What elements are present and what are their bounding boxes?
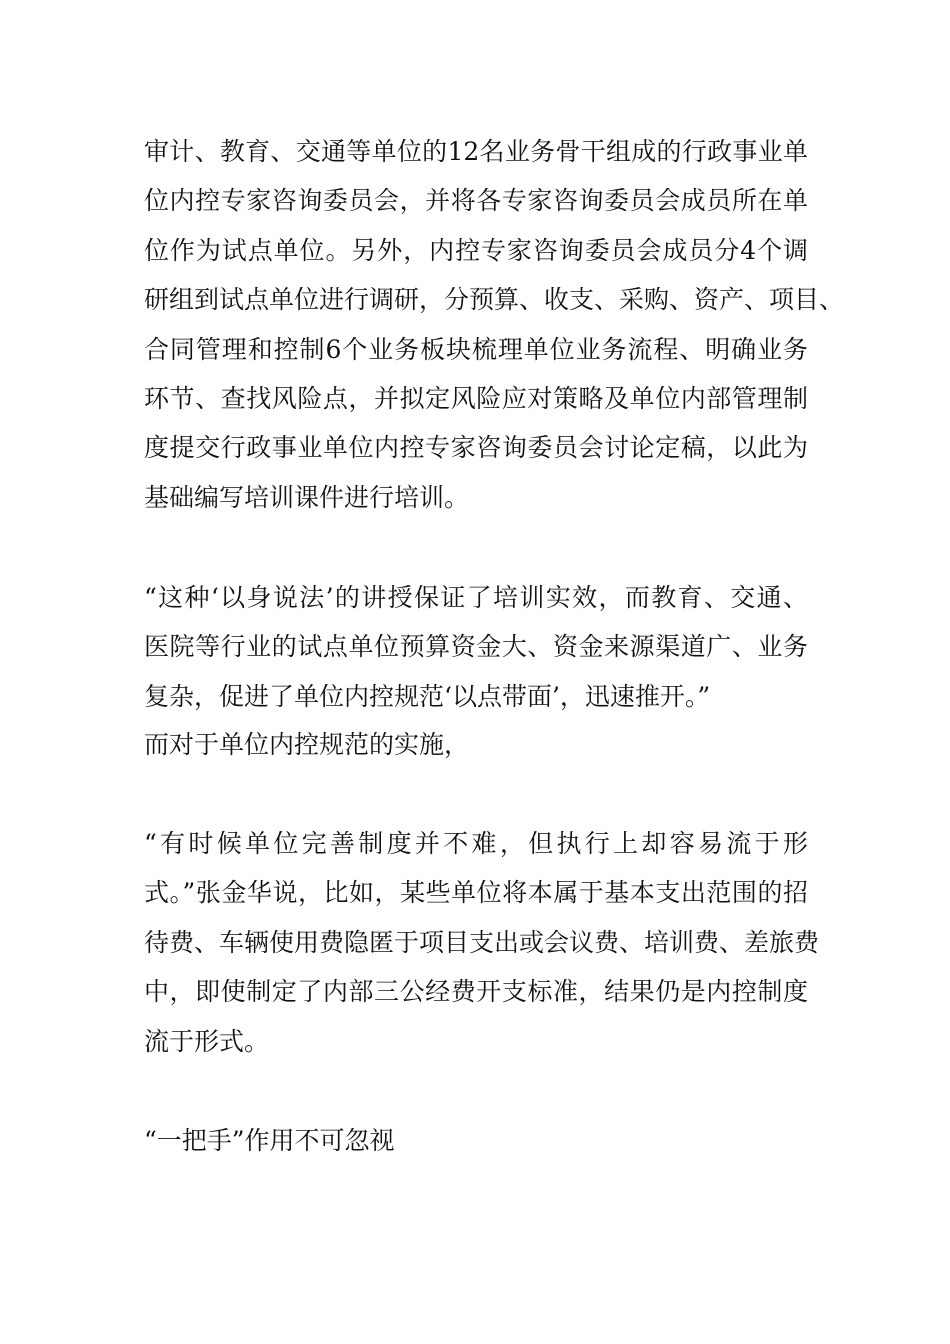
- paragraph-line: 度提交行政事业单位内控专家咨询委员会讨论定稿，以此为: [144, 433, 808, 463]
- paragraph-line: 医院等行业的试点单位预算资金大、资金来源渠道广、业务: [144, 632, 808, 662]
- paragraph-line: 而对于单位内控规范的实施，: [144, 730, 470, 759]
- paragraph-line: 审计、教育、交通等单位的12名业务骨干组成的行政事业单: [144, 137, 808, 166]
- paragraph-line: “有时候单位完善制度并不难，但执行上却容易流于形: [144, 829, 808, 858]
- paragraph-line: 待费、车辆使用费隐匿于项目支出或会议费、培训费、差旅费: [144, 927, 820, 957]
- paragraph-line: 位作为试点单位。另外，内控专家咨询委员会成员分4个调: [144, 235, 808, 265]
- paragraph-line: 流于形式。: [144, 1026, 270, 1056]
- paragraph-internal-control-committee: [144, 127, 845, 522]
- paragraph-line: 中，即使制定了内部三公经费开支标准，结果仍是内控制度: [144, 977, 808, 1007]
- paragraph-line: 式。”张金华说，比如，某些单位将本属于基本支出范围的招: [144, 878, 808, 908]
- paragraph-line: 基础编写培训课件进行培训。: [144, 482, 470, 512]
- paragraph-line: 合同管理和控制6个业务板块梳理单位业务流程、明确业务: [144, 334, 808, 364]
- paragraph-line: 复杂，促进了单位内控规范‘以点带面’，迅速推开。”: [144, 681, 711, 711]
- paragraph-line: “这种‘以身说法’的讲授保证了培训实效，而教育、交通、: [144, 583, 808, 612]
- paragraph-line: 研组到试点单位进行调研，分预算、收支、采购、资产、项目、: [144, 285, 845, 315]
- section-heading: [144, 1116, 808, 1165]
- paragraph-line: 位内控专家咨询委员会，并将各专家咨询委员会成员所在单: [144, 186, 808, 216]
- paragraph-line: 环节、查找风险点，并拟定风险应对策略及单位内部管理制: [144, 384, 808, 414]
- paragraph-execution-quote: [144, 819, 820, 1066]
- section-heading-text: “一把手”作用不可忽视: [144, 1126, 395, 1155]
- paragraph-training-quote: [144, 573, 808, 721]
- paragraph-implementation-intro: [144, 720, 808, 769]
